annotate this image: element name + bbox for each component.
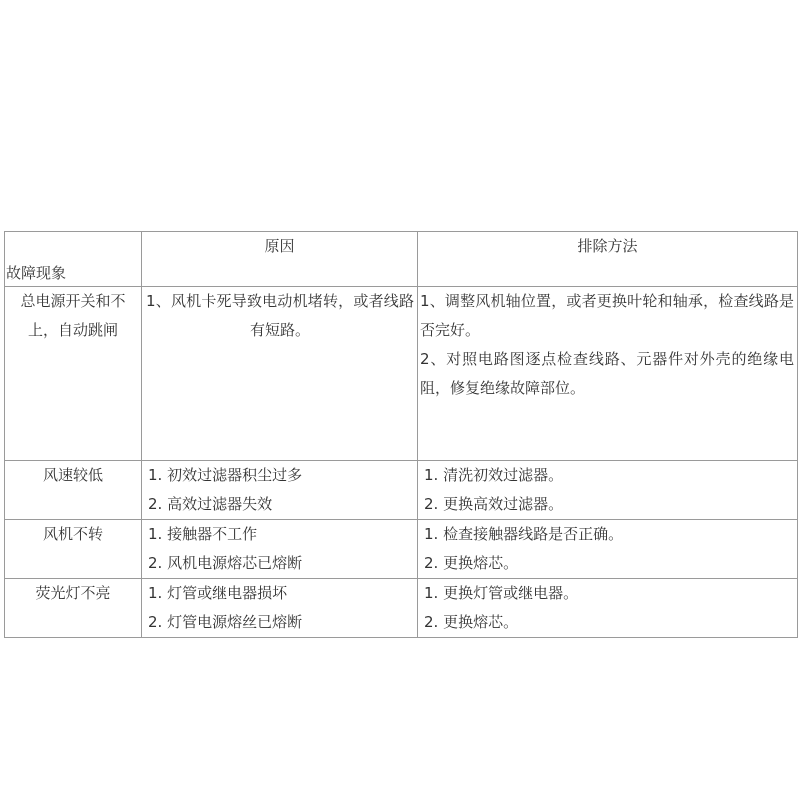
remedy-item: 1. 清洗初效过滤器。 xyxy=(424,466,564,484)
cause-item: 1、风机卡死导致电动机堵转，或者线路有短路。 xyxy=(146,292,414,339)
header-symptom-label: 故障现象 xyxy=(6,264,67,282)
cause-item: 1. 接触器不工作 xyxy=(148,525,258,543)
symptom-cell xyxy=(5,520,142,579)
cause-item: 2. 灯管电源熔丝已熔断 xyxy=(148,613,303,631)
table-row xyxy=(5,520,798,579)
remedy-item: 2、对照电路图逐点检查线路、元器件对外壳的绝缘电阻，修复绝缘故障部位。 xyxy=(420,350,794,397)
remedy-cell xyxy=(418,461,798,520)
remedy-item: 1. 更换灯管或继电器。 xyxy=(424,584,579,602)
cause-item: 1. 灯管或继电器损坏 xyxy=(148,584,288,602)
table-row xyxy=(5,461,798,520)
table-row xyxy=(5,579,798,638)
cause-item: 2. 风机电源熔芯已熔断 xyxy=(148,554,303,572)
symptom-cell xyxy=(5,579,142,638)
symptom-cell xyxy=(5,287,142,461)
symptom-text: 风机不转 xyxy=(42,525,103,543)
table-row xyxy=(5,287,798,461)
header-remedy-label: 排除方法 xyxy=(577,237,638,255)
fault-table xyxy=(4,231,798,638)
remedy-item: 1、调整风机轴位置，或者更换叶轮和轴承，检查线路是否完好。 xyxy=(420,292,794,339)
symptom-text: 总电源开关和不上，自动跳闸 xyxy=(20,292,126,339)
remedy-item: 2. 更换熔芯。 xyxy=(424,613,519,631)
remedy-cell xyxy=(418,520,798,579)
remedy-cell xyxy=(418,287,798,461)
header-cell-remedy xyxy=(418,232,798,287)
remedy-item: 2. 更换高效过滤器。 xyxy=(424,495,564,513)
remedy-cell xyxy=(418,579,798,638)
remedy-item: 1. 检查接触器线路是否正确。 xyxy=(424,525,624,543)
cause-cell xyxy=(142,287,418,461)
cause-cell xyxy=(142,520,418,579)
header-cell-symptom xyxy=(5,232,142,287)
remedy-item: 2. 更换熔芯。 xyxy=(424,554,519,572)
header-cell-cause xyxy=(142,232,418,287)
header-cause-label: 原因 xyxy=(264,237,295,255)
symptom-text: 荧光灯不亮 xyxy=(35,584,111,602)
cause-item: 1. 初效过滤器积尘过多 xyxy=(148,466,303,484)
cause-cell xyxy=(142,579,418,638)
symptom-cell xyxy=(5,461,142,520)
header-row xyxy=(5,232,798,287)
cause-cell xyxy=(142,461,418,520)
symptom-text: 风速较低 xyxy=(42,466,103,484)
cause-item: 2. 高效过滤器失效 xyxy=(148,495,273,513)
